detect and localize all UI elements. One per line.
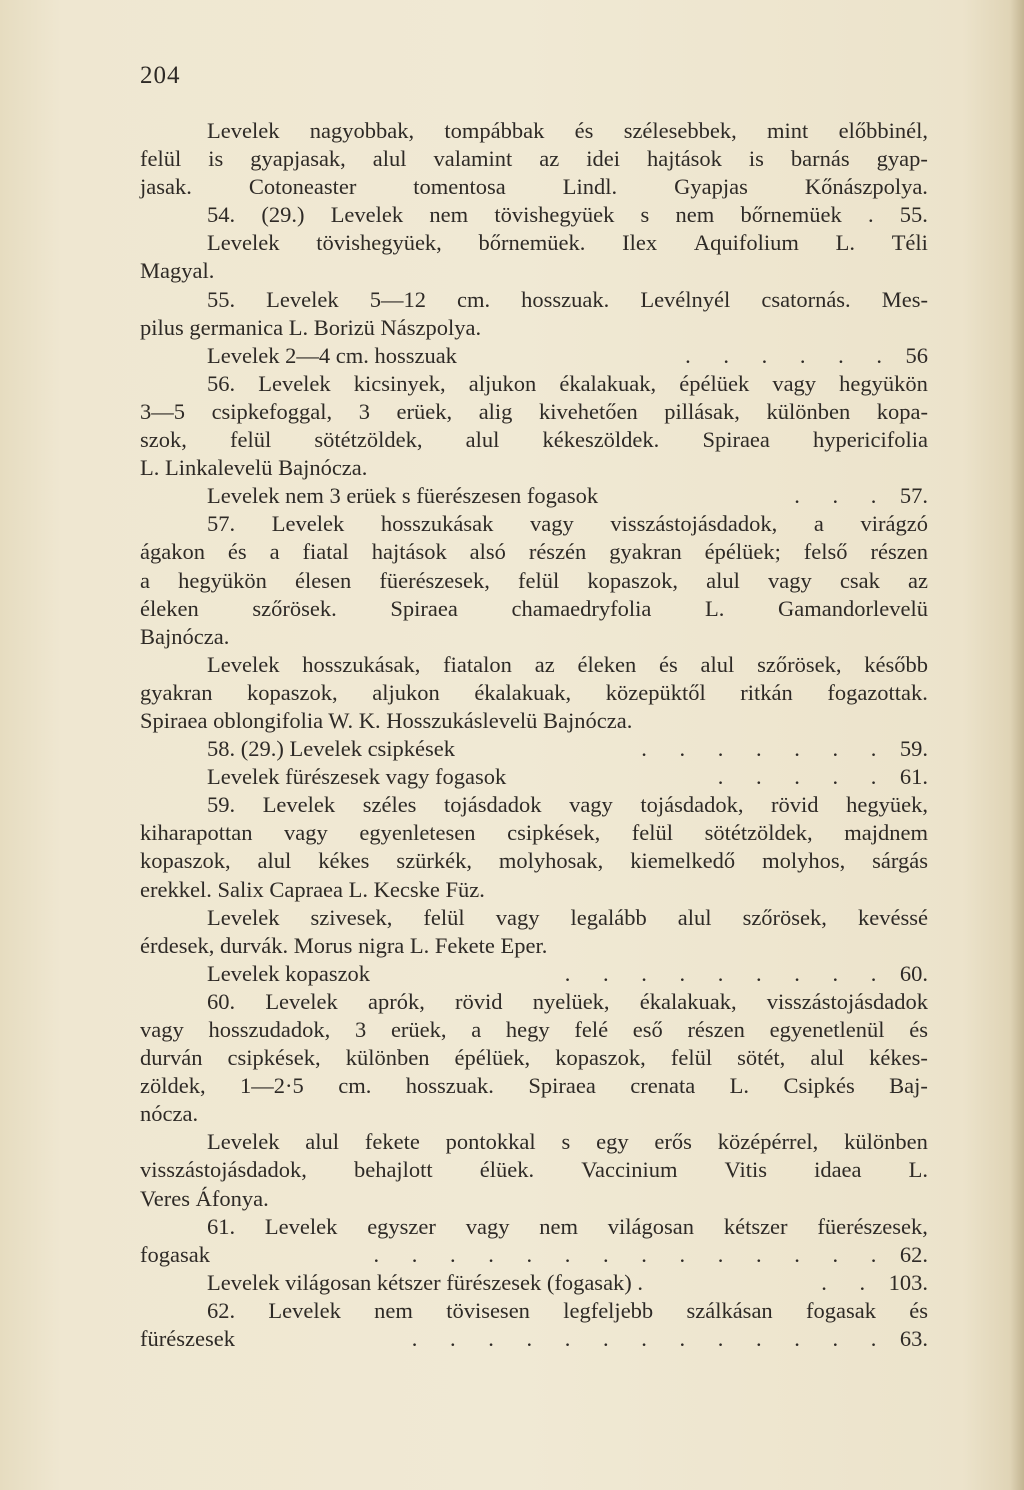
leader-page-ref: 60. [899, 960, 928, 986]
text-line [140, 117, 928, 145]
leader-dots: . . . . . . . . . [564, 960, 890, 986]
word: 5—12 [369, 286, 426, 312]
word: kopaszok, [247, 679, 338, 705]
word: hosszuak. [521, 286, 610, 312]
word: alsó [469, 539, 506, 565]
word: kékes- [869, 1045, 928, 1071]
word: Lindl. [562, 174, 618, 200]
text-line [140, 286, 928, 314]
text-line [140, 595, 928, 623]
word: hosszukásak [380, 511, 494, 537]
word: Mes- [881, 286, 928, 312]
text-line [140, 1269, 928, 1297]
text-line [140, 538, 928, 566]
text-line [140, 904, 928, 932]
word: szürkék, [396, 848, 472, 874]
leader-page-ref: 59. [899, 736, 928, 762]
leader-label: Levelek nem 3 erüek s füerészesen fogasok [207, 483, 599, 509]
word: durván [140, 1045, 203, 1071]
word: 56. [207, 370, 236, 396]
leader-dots: . . . . . . . . . . . . . . [373, 1241, 890, 1267]
word: hosszukásak, [302, 651, 421, 677]
leader-page-ref: 61. [899, 764, 928, 790]
word: éleken [140, 595, 199, 621]
word: előbbinél, [838, 118, 928, 143]
word: élüek. [479, 1157, 535, 1183]
page-edge-shadow [1010, 0, 1024, 1490]
word: erős [654, 1129, 692, 1155]
word: Levelek [207, 1129, 280, 1155]
word: nagyobbak, [309, 118, 415, 143]
word: pillásak, [664, 398, 740, 424]
word: felül [230, 427, 272, 453]
word: részen [687, 1017, 745, 1042]
word: Levelek [207, 904, 280, 930]
word: is [748, 146, 764, 172]
word: vagy [465, 1213, 510, 1239]
word: alig [478, 398, 513, 424]
word: felső [803, 539, 848, 565]
word: legalább [570, 904, 647, 930]
word: hajtások [646, 146, 722, 172]
word: valamint [433, 146, 513, 172]
word: csatornás. [761, 286, 851, 312]
word: Spiraea [528, 1073, 596, 1099]
word: kopaszok, [140, 848, 231, 874]
word: kicsinyek, [353, 370, 446, 396]
leader-label: Levelek kopaszok [207, 960, 371, 986]
text-line: Spiraea oblongifolia W. K. Hosszukáslevelü Bajnócza. [140, 707, 633, 733]
word: fogazottak. [827, 679, 928, 705]
text-line [140, 679, 928, 707]
word: mint [767, 118, 809, 143]
word: L. [908, 1157, 928, 1183]
text-line [140, 426, 928, 454]
leader-dots: . . . [794, 483, 890, 509]
word: kopaszok, [587, 567, 678, 593]
word: élesen [295, 567, 352, 593]
word: ágakon [140, 539, 205, 565]
text-line: érdesek, durvák. Morus nigra L. Fekete Eper. [140, 932, 548, 958]
word: 55. [207, 286, 236, 312]
word: Levelek [207, 651, 280, 677]
word: egy [596, 1129, 629, 1155]
word: vagy [495, 904, 540, 930]
word: hypericifolia [813, 427, 928, 453]
word: s [640, 202, 650, 228]
word: L. [835, 230, 855, 256]
word: és [574, 118, 594, 143]
word: alul [305, 1129, 340, 1155]
word: L. [705, 595, 725, 621]
text-line [140, 482, 928, 510]
word: Cotoneaster [248, 174, 357, 200]
word: crenata [630, 1073, 696, 1099]
word: később [864, 651, 928, 677]
text-line [140, 847, 928, 875]
word: szőrösek. [252, 595, 337, 621]
word: 59. [207, 792, 236, 818]
word: aljukon [372, 679, 440, 705]
text-line [140, 960, 928, 988]
text-line [140, 173, 928, 201]
word: pontokkal [445, 1129, 536, 1155]
word: vagy [772, 370, 817, 396]
word: kékes [318, 848, 370, 874]
word: 55. [899, 202, 928, 228]
word: felül [140, 146, 182, 172]
word: Csipkés [783, 1073, 855, 1099]
word: . [867, 202, 874, 228]
word: zöldek, [140, 1073, 206, 1099]
word: tojásdadok [444, 792, 542, 818]
word: eső [632, 1017, 663, 1042]
text-line [140, 1072, 928, 1100]
word: rövid [771, 792, 819, 818]
leader-label: Levelek fürészesek vagy fogasok [207, 764, 507, 790]
leader-dots: . . [821, 1269, 879, 1295]
word: 3 [358, 398, 370, 424]
text-line: erekkel. Salix Capraea L. Kecske Füz. [140, 876, 485, 902]
word: kopa- [876, 398, 928, 424]
word: sötét, [737, 1045, 786, 1071]
word: ékalakuak, [639, 988, 737, 1014]
word: aprók, [367, 988, 425, 1014]
text-line [140, 342, 928, 370]
leader-page-ref: 57. [899, 483, 928, 509]
word: 1—2·5 [240, 1073, 304, 1099]
word: nem [539, 1213, 578, 1239]
word: Levelek [266, 286, 339, 312]
word: az [539, 146, 560, 172]
word: Levelek [271, 511, 345, 537]
word: egyenetlenül [769, 1017, 885, 1042]
text-line [140, 651, 928, 679]
word: vagy [284, 820, 328, 846]
word: szőrösek, [757, 651, 842, 677]
word: cm. [338, 1073, 372, 1099]
word: a [813, 511, 824, 537]
word: Levelek [264, 1213, 338, 1239]
word: különben [345, 1045, 430, 1071]
text-line: L. Linkalevelü Bajnócza. [140, 455, 368, 481]
word: alul [700, 651, 735, 677]
word: alul [810, 1045, 845, 1071]
word: Levelek [330, 202, 404, 228]
word: Ilex [622, 230, 658, 256]
word: nyelüek, [532, 988, 610, 1014]
word: 62. [207, 1297, 236, 1323]
word: kivehetően [539, 398, 638, 424]
word: csipkefoggal, [211, 398, 333, 424]
text-line [140, 1213, 928, 1241]
word: alul [257, 848, 292, 874]
leader-label: Levelek 2—4 cm. hosszuak [207, 342, 457, 368]
word: sárgás [872, 848, 928, 874]
word: fogasak [805, 1297, 876, 1323]
word: erüek, [390, 1017, 447, 1042]
word: tövishegyüek, [316, 230, 442, 256]
text-line [140, 791, 928, 819]
word: molyhosak, [498, 848, 604, 874]
word: Levelek [262, 792, 336, 818]
leader-label: fogasak [140, 1241, 210, 1267]
word: Gyapjas [674, 174, 748, 200]
word: tojásdadok, [640, 792, 744, 818]
word: kevéssé [857, 904, 928, 930]
word: füerészesek, [379, 567, 490, 593]
word: széles [362, 792, 417, 818]
leader-dots: . . . . . . . . . . . . . [411, 1326, 890, 1352]
leader-page-ref: 103. [888, 1269, 928, 1295]
word: virágzó [860, 511, 928, 537]
leader-dots: . . . . . [717, 764, 890, 790]
word: világosan [607, 1213, 695, 1239]
text-line: Veres Áfonya. [140, 1185, 269, 1211]
word: alul [372, 146, 407, 172]
text-line [140, 1156, 928, 1184]
word: (29.) [261, 202, 305, 228]
word: sötétzöldek, [704, 820, 813, 846]
word: nem [429, 202, 469, 228]
word: csak [839, 567, 880, 593]
text-line [140, 1325, 928, 1353]
word: bőrnemüek. [478, 230, 586, 256]
word: gyapjasak, [250, 146, 346, 172]
word: hegyüek, [846, 792, 928, 818]
word: felül [518, 567, 560, 593]
word: vagy [530, 511, 574, 537]
word: egyenletesen [359, 820, 476, 846]
word: nem [374, 1297, 413, 1323]
text-line [140, 735, 928, 763]
text-line [140, 229, 928, 257]
leader-label: 58. (29.) Levelek csipkések [207, 736, 456, 762]
word: Baj- [889, 1073, 928, 1099]
word: és [909, 1017, 928, 1042]
word: gyakran [140, 679, 213, 705]
leader-label: fürészesek [140, 1326, 235, 1352]
text-line [140, 567, 928, 595]
word: egyszer [367, 1213, 436, 1239]
word: erüek, [396, 398, 453, 424]
text-line [140, 819, 928, 847]
word: 61. [207, 1213, 236, 1239]
word: csipkések, [507, 820, 601, 846]
word: kékeszöldek. [542, 427, 660, 453]
word: alul [706, 567, 740, 593]
word: ékalakuak, [559, 370, 657, 396]
word: hegyükön [839, 370, 928, 396]
word: Spiraea [390, 595, 458, 621]
text-line: nócza. [140, 1101, 199, 1127]
text-line [140, 1016, 928, 1044]
word: aljukon [468, 370, 537, 396]
word: legfeljebb [563, 1297, 654, 1323]
word: Levelek [265, 988, 338, 1014]
word: az [907, 567, 928, 593]
word: cm. [456, 286, 491, 312]
word: Aquifolium [693, 230, 799, 256]
word: Gamandorlevelü [778, 595, 928, 621]
word: ékalakuak, [474, 679, 572, 705]
word: tomentosa [413, 174, 506, 200]
word: csipkések, [227, 1045, 321, 1071]
leader-label: Levelek világosan kétszer fürészesek (fogasak) . [207, 1269, 644, 1295]
word: 3 [355, 1017, 367, 1042]
word: középérrel, [717, 1129, 819, 1155]
word: Kőnászpolya. [804, 174, 928, 200]
word: vagy [140, 1017, 184, 1042]
word: L. [729, 1073, 750, 1099]
word: kiharapottan [140, 820, 253, 846]
word: épélüek; [704, 539, 781, 565]
word: vagy [768, 567, 812, 593]
word: hosszudadok, [208, 1017, 331, 1042]
text-line [140, 145, 928, 173]
word: Vitis [724, 1157, 767, 1183]
word: Vaccinium [581, 1157, 678, 1183]
leader-page-ref: 56 [905, 342, 928, 368]
word: alul [677, 904, 712, 930]
word: hajtások [371, 539, 447, 565]
leader-page-ref: 63. [899, 1326, 928, 1352]
word: alul [465, 427, 500, 453]
word: tövishegyüek [494, 202, 615, 228]
word: jasak. [140, 174, 192, 200]
word: 54. [207, 202, 236, 228]
word: különben [766, 398, 851, 424]
word: gyap- [876, 146, 928, 172]
word: kétszer [723, 1213, 788, 1239]
leader-dots: . . . . . . . [641, 736, 890, 762]
word: és [227, 539, 247, 565]
word: ritkán [740, 679, 793, 705]
word: szok, [140, 427, 187, 453]
word: épélüek, [454, 1045, 531, 1071]
text-line [140, 510, 928, 538]
text-line [140, 763, 928, 791]
word: visszástojásdadok, [140, 1157, 307, 1183]
word: gyakran [609, 539, 682, 565]
word: fekete [364, 1129, 420, 1155]
word: visszástojásdadok [766, 988, 928, 1014]
word: Levelek [268, 1297, 341, 1323]
word: részén [528, 539, 587, 565]
text-line [140, 201, 928, 229]
word: felül [423, 904, 465, 930]
word: chamaedryfolia [511, 595, 652, 621]
word: barnás [790, 146, 850, 172]
word: fiatalon [443, 651, 512, 677]
word: kopaszok, [555, 1045, 646, 1071]
word: hegyükön [178, 567, 267, 593]
word: a [140, 567, 150, 593]
text-line [140, 1241, 928, 1269]
word: füerészesek, [817, 1213, 928, 1239]
text-line [140, 1128, 928, 1156]
word: is [208, 146, 224, 172]
word: szélesebbek, [623, 118, 737, 143]
word: kiemelkedő [630, 848, 736, 874]
text-line [140, 370, 928, 398]
word: visszástojásdadok, [610, 511, 778, 537]
word: molyhos, [762, 848, 846, 874]
word: fiatal [302, 539, 349, 565]
word: tompábbak [444, 118, 545, 143]
leader-dots: . . . . . . [685, 342, 896, 368]
word: éleken [577, 651, 637, 677]
word: s [561, 1129, 571, 1155]
word: Levélnyél [640, 286, 731, 312]
text-line [140, 398, 928, 426]
word: Téli [891, 230, 928, 256]
page-body [140, 117, 928, 1353]
word: felé [574, 1017, 609, 1042]
leader-page-ref: 62. [899, 1241, 928, 1267]
word: a [471, 1017, 482, 1042]
text-line [140, 1044, 928, 1072]
word: felül [631, 820, 674, 846]
word: szivesek, [310, 904, 393, 930]
word: vagy [569, 792, 613, 818]
word: majdnem [844, 820, 928, 846]
text-line: pilus germanica L. Borizü Nászpolya. [140, 314, 482, 340]
word: a [269, 539, 280, 565]
word: szőrösek, [742, 904, 827, 930]
word: közepüktől [605, 679, 706, 705]
word: 60. [207, 988, 236, 1014]
word: és [659, 651, 678, 677]
word: idei [586, 146, 620, 172]
word: Levelek [207, 230, 280, 256]
word: Levelek [258, 370, 331, 396]
word: részen [870, 539, 928, 565]
word: különben [844, 1129, 928, 1155]
word: nem [675, 202, 715, 228]
word: szálkásan [686, 1297, 773, 1323]
word: idaea [814, 1157, 862, 1183]
page-number: 204 [140, 62, 181, 89]
text-line: Magyal. [140, 258, 215, 284]
text-line [140, 988, 928, 1016]
word: tövisesen [446, 1297, 530, 1323]
word: Spiraea [702, 427, 770, 453]
word: bőrnemüek [740, 202, 842, 228]
text-line [140, 1297, 928, 1325]
word: 3—5 [140, 398, 185, 424]
word: felül [670, 1045, 713, 1071]
word: hosszuak. [405, 1073, 494, 1099]
word: hegy [505, 1017, 550, 1042]
word: Levelek [207, 118, 280, 143]
word: 57. [207, 511, 236, 537]
word: és [909, 1297, 928, 1323]
word: épélüek [679, 370, 750, 396]
text-line: Bajnócza. [140, 623, 230, 649]
word: rövid [455, 988, 503, 1014]
word: sötétzöldek, [314, 427, 423, 453]
word: behajlott [353, 1157, 433, 1183]
word: az [534, 651, 555, 677]
